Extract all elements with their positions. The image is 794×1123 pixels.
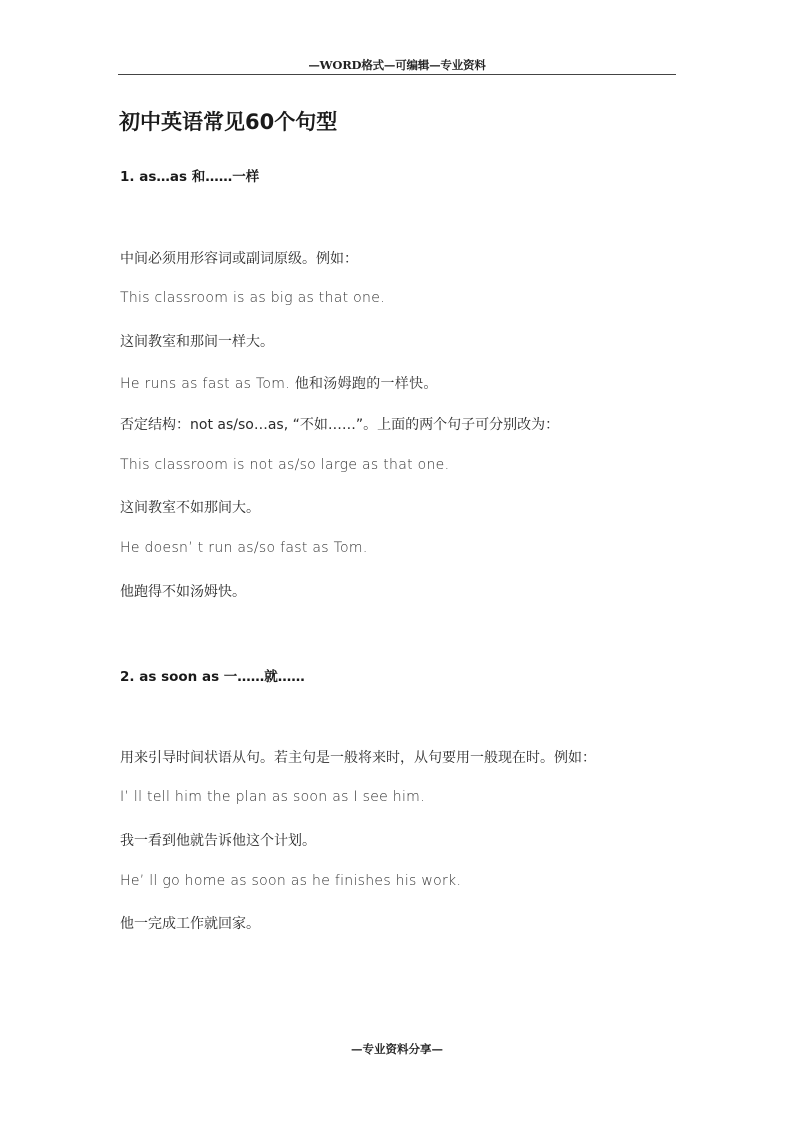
paragraph-line: 否定结构：not as/so…as, “不如……”。上面的两个句子可分别改为： [120, 417, 560, 433]
example-sentence-en: I’ ll tell him the plan as soon as I see him. [120, 789, 425, 805]
example-sentence-en: This classroom is not as/so large as that one. [120, 457, 450, 473]
section-heading-2: 2. as soon as 一……就…… [120, 669, 305, 685]
example-translation-zh: 他跑得不如汤姆快。 [120, 584, 246, 600]
example-sentence-en: He doesn’ t run as/so fast as Tom. [120, 540, 368, 556]
example-sentence-en: This classroom is as big as that one. [120, 290, 385, 306]
example-translation-zh: 这间教室不如那间大。 [120, 500, 260, 516]
page-footer: —专业资料分享— [351, 1042, 443, 1056]
header-divider [118, 74, 676, 75]
paragraph-line: 用来引导时间状语从句。若主句是一般将来时，从句要用一般现在时。例如： [120, 750, 596, 766]
example-translation-zh: 这间教室和那间一样大。 [120, 334, 274, 350]
page-header: —WORD格式—可编辑—专业资料 [308, 58, 486, 72]
example-translation-zh: 他一完成工作就回家。 [120, 916, 260, 932]
paragraph-line: 中间必须用形容词或副词原级。例如： [120, 251, 358, 267]
example-sentence-en: He’ ll go home as soon as he finishes his work. [120, 873, 462, 889]
example-translation-zh: 我一看到他就告诉他这个计划。 [120, 833, 316, 849]
document-title: 初中英语常见60个句型 [119, 110, 338, 134]
section-heading-1: 1. as…as 和……一样 [120, 169, 260, 185]
example-sentence-en: He runs as fast as Tom. 他和汤姆跑的一样快。 [120, 376, 438, 392]
